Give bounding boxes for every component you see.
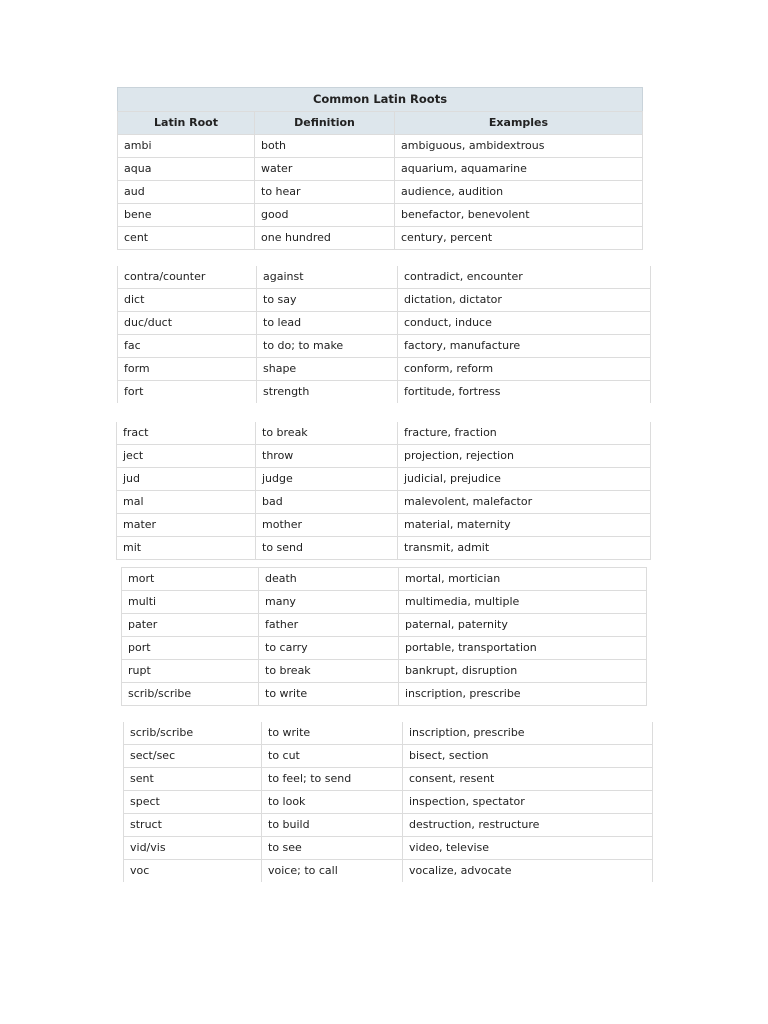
latin-root-cell: duc/duct [118,312,257,335]
table-row [122,683,647,706]
header-latin-root: Latin Root [118,112,255,135]
examples-cell: aquarium, aquamarine [395,158,643,181]
definition-cell: throw [256,445,398,468]
latin-root-cell: form [118,358,257,381]
examples-cell: bisect, section [403,745,653,768]
table-row [118,381,651,404]
latin-roots-table-part-2 [117,266,651,403]
latin-root-cell: aud [118,181,255,204]
definition-cell: to write [259,683,399,706]
latin-root-cell: contra/counter [118,266,257,289]
latin-root-cell: multi [122,591,259,614]
latin-root-cell: spect [124,791,262,814]
definition-cell: to break [256,422,398,445]
definition-cell: to feel; to send [262,768,403,791]
latin-root-cell: struct [124,814,262,837]
definition-cell: strength [257,381,398,404]
table-row [124,837,653,860]
section-body [118,135,643,250]
table-row [118,289,651,312]
table-row [118,181,643,204]
latin-root-cell: dict [118,289,257,312]
definition-cell: voice; to call [262,860,403,883]
examples-cell: ambiguous, ambidextrous [395,135,643,158]
examples-cell: inspection, spectator [403,791,653,814]
table-row [117,514,651,537]
latin-roots-table-part-5 [123,722,653,882]
table-row [117,491,651,514]
table-row [118,266,651,289]
definition-cell: to lead [257,312,398,335]
definition-cell: many [259,591,399,614]
latin-root-cell: vid/vis [124,837,262,860]
definition-cell: to look [262,791,403,814]
examples-cell: fortitude, fortress [398,381,651,404]
examples-cell: multimedia, multiple [399,591,647,614]
examples-cell: malevolent, malefactor [398,491,651,514]
examples-cell: century, percent [395,227,643,250]
section-body [118,266,651,403]
table-row [118,358,651,381]
header-row [118,112,643,135]
table-row [124,814,653,837]
latin-root-cell: fort [118,381,257,404]
latin-roots-table-part-4 [121,567,647,706]
definition-cell: shape [257,358,398,381]
table-row [117,537,651,560]
table-row [122,614,647,637]
table-row [124,860,653,883]
table-row [117,422,651,445]
definition-cell: to say [257,289,398,312]
latin-root-cell: jud [117,468,256,491]
latin-root-cell: port [122,637,259,660]
examples-cell: portable, transportation [399,637,647,660]
examples-cell: bankrupt, disruption [399,660,647,683]
latin-root-cell: bene [118,204,255,227]
definition-cell: to see [262,837,403,860]
examples-cell: mortal, mortician [399,568,647,591]
table-row [122,591,647,614]
definition-cell: one hundred [255,227,395,250]
table-row [117,468,651,491]
definition-cell: father [259,614,399,637]
examples-cell: projection, rejection [398,445,651,468]
definition-cell: both [255,135,395,158]
examples-cell: transmit, admit [398,537,651,560]
examples-cell: judicial, prejudice [398,468,651,491]
latin-root-cell: mit [117,537,256,560]
table-row [124,791,653,814]
examples-cell: paternal, paternity [399,614,647,637]
header-examples: Examples [395,112,643,135]
definition-cell: to do; to make [257,335,398,358]
examples-cell: conduct, induce [398,312,651,335]
latin-root-cell: mort [122,568,259,591]
table-row [118,158,643,181]
definition-cell: to write [262,722,403,745]
definition-cell: to build [262,814,403,837]
header-definition: Definition [255,112,395,135]
examples-cell: dictation, dictator [398,289,651,312]
definition-cell: bad [256,491,398,514]
definition-cell: death [259,568,399,591]
latin-root-cell: cent [118,227,255,250]
definition-cell: to carry [259,637,399,660]
examples-cell: factory, manufacture [398,335,651,358]
latin-root-cell: mal [117,491,256,514]
examples-cell: video, televise [403,837,653,860]
latin-root-cell: ambi [118,135,255,158]
latin-roots-table-part-3 [116,422,651,560]
examples-cell: conform, reform [398,358,651,381]
latin-root-cell: sect/sec [124,745,262,768]
examples-cell: destruction, restructure [403,814,653,837]
latin-root-cell: scrib/scribe [124,722,262,745]
definition-cell: against [257,266,398,289]
definition-cell: mother [256,514,398,537]
latin-root-cell: fac [118,335,257,358]
examples-cell: audience, audition [395,181,643,204]
examples-cell: inscription, prescribe [403,722,653,745]
table-row [118,227,643,250]
examples-cell: benefactor, benevolent [395,204,643,227]
latin-root-cell: scrib/scribe [122,683,259,706]
table-title: Common Latin Roots [117,87,643,111]
table-row [124,722,653,745]
examples-cell: contradict, encounter [398,266,651,289]
examples-cell: vocalize, advocate [403,860,653,883]
latin-root-cell: mater [117,514,256,537]
definition-cell: water [255,158,395,181]
definition-cell: to cut [262,745,403,768]
latin-root-cell: voc [124,860,262,883]
examples-cell: inscription, prescribe [399,683,647,706]
latin-root-cell: rupt [122,660,259,683]
table-row [117,445,651,468]
definition-cell: judge [256,468,398,491]
latin-roots-table-part-1 [117,87,643,250]
definition-cell: to send [256,537,398,560]
latin-root-cell: fract [117,422,256,445]
table-row [118,335,651,358]
latin-root-cell: pater [122,614,259,637]
table-row [124,745,653,768]
table-row [122,637,647,660]
latin-root-cell: aqua [118,158,255,181]
section-body [124,722,653,882]
table-row [118,204,643,227]
table-row [124,768,653,791]
latin-root-cell: ject [117,445,256,468]
table-row [122,660,647,683]
section-body [122,568,647,706]
table-row [118,135,643,158]
table-row [118,312,651,335]
examples-cell: consent, resent [403,768,653,791]
examples-cell: material, maternity [398,514,651,537]
definition-cell: to hear [255,181,395,204]
latin-root-cell: sent [124,768,262,791]
section-body [117,422,651,560]
examples-cell: fracture, fraction [398,422,651,445]
table-row [122,568,647,591]
definition-cell: to break [259,660,399,683]
definition-cell: good [255,204,395,227]
